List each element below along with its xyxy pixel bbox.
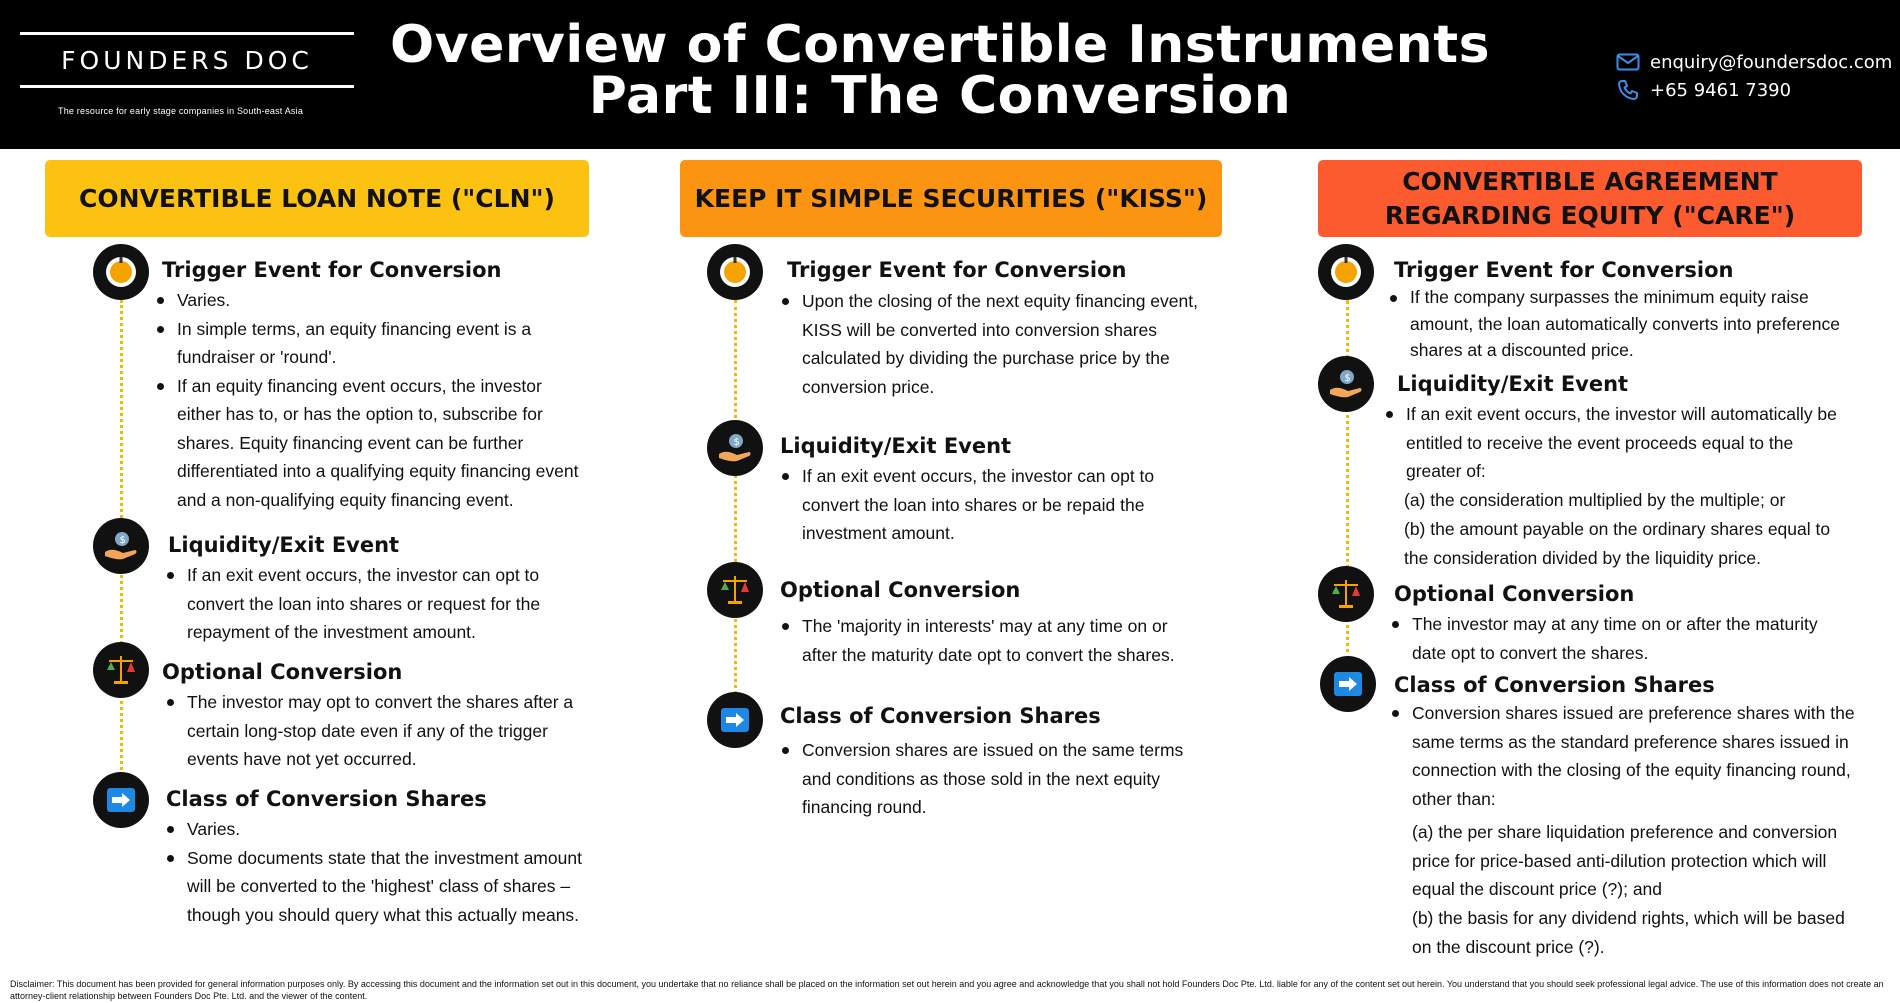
care-liquidity-option-b: (b) the amount payable on the ordinary shares equal to the consideration divided by the liquidity price.	[1404, 519, 1831, 568]
list-item: Some documents state that the investment amount will be converted to the 'highest' class of shares – though you should query what this actually means.	[165, 844, 585, 930]
list-item: The investor may at any time on or after the maturity date opt to convert the shares.	[1390, 610, 1844, 667]
phone-icon	[1616, 78, 1640, 102]
kiss-column	[680, 160, 1222, 237]
title-line-2: Part III: The Conversion	[588, 66, 1292, 126]
brand-name: FOUNDERS DOC	[61, 46, 313, 75]
cln-optional-list	[165, 688, 585, 774]
care-heading: CONVERTIBLE AGREEMENT REGARDING EQUITY ("CARE")	[1318, 160, 1862, 237]
sun-icon	[707, 244, 763, 300]
list-item: If the company surpasses the minimum equity raise amount, the loan automatically converts into preference shares at a discounted price.	[1388, 284, 1844, 364]
scales-icon	[707, 562, 763, 618]
cln-trigger-title: Trigger Event for Conversion	[162, 258, 502, 282]
contact-phone[interactable]: +65 9461 7390	[1650, 79, 1792, 101]
cln-trigger-list	[155, 286, 585, 514]
list-item: If an exit event occurs, the investor can opt to convert the loan into shares or request for the repayment of the investment amount.	[165, 561, 585, 647]
care-column	[1318, 160, 1862, 237]
scales-icon	[93, 642, 149, 698]
scales-icon	[1318, 566, 1374, 622]
money-hand-icon	[93, 518, 149, 574]
cln-class-list	[165, 815, 585, 929]
kiss-optional-list	[780, 612, 1200, 669]
arrow-right-icon	[707, 692, 763, 748]
kiss-class-list	[780, 736, 1200, 822]
care-trigger-title: Trigger Event for Conversion	[1394, 258, 1734, 282]
care-liquidity-option-a: (a) the consideration multiplied by the multiple; or	[1404, 490, 1786, 510]
kiss-trigger-title: Trigger Event for Conversion	[787, 258, 1127, 282]
cln-optional-title: Optional Conversion	[162, 660, 403, 684]
kiss-heading: KEEP IT SIMPLE SECURITIES ("KISS")	[680, 160, 1222, 237]
care-class-option-b: (b) the basis for any dividend rights, which will be based on the discount price (?).	[1412, 908, 1845, 957]
svg-text:$: $	[733, 437, 740, 448]
care-class-title: Class of Conversion Shares	[1394, 673, 1715, 697]
money-hand-icon	[707, 420, 763, 476]
contact-phone-row[interactable]	[1616, 76, 1892, 104]
list-item: In simple terms, an equity financing event is a fundraiser or 'round'.	[155, 315, 585, 372]
care-class-list	[1390, 699, 1860, 813]
care-trigger-list	[1388, 284, 1844, 364]
page-title	[380, 15, 1500, 126]
list-item: Upon the closing of the next equity financing event, KISS will be converted into conversion shares calculated by dividing the purchase price by the conversion price.	[780, 287, 1200, 401]
cln-column	[45, 160, 589, 237]
cln-heading: CONVERTIBLE LOAN NOTE ("CLN")	[45, 160, 589, 237]
contact-email-row[interactable]	[1616, 48, 1892, 76]
brand-bottom-rule	[20, 85, 354, 88]
contact-info	[1616, 48, 1892, 104]
list-item: Varies.	[165, 815, 585, 844]
header-bar	[0, 0, 1900, 149]
kiss-class-title: Class of Conversion Shares	[780, 704, 1101, 728]
list-item: The 'majority in interests' may at any time on or after the maturity date opt to convert the shares.	[780, 612, 1200, 669]
list-item: The investor may opt to convert the shares after a certain long-stop date even if any of the trigger events have not yet occurred.	[165, 688, 585, 774]
list-item: If an equity financing event occurs, the investor either has to, or has the option to, subscribe for shares. Equity financing event can be further differentiated into a qualifying equity financing event and a non-qualifying equity financing event.	[155, 372, 585, 515]
care-liquidity-list	[1384, 400, 1844, 486]
care-optional-title: Optional Conversion	[1394, 582, 1635, 606]
kiss-liquidity-title: Liquidity/Exit Event	[780, 434, 1012, 458]
kiss-timeline-line	[734, 300, 737, 700]
cln-liquidity-title: Liquidity/Exit Event	[168, 533, 400, 557]
list-item: Conversion shares are issued on the same terms and conditions as those sold in the next equity financing round.	[780, 736, 1200, 822]
cln-class-title: Class of Conversion Shares	[166, 787, 487, 811]
kiss-liquidity-list	[780, 462, 1200, 548]
sun-icon	[93, 244, 149, 300]
care-class-option-a: (a) the per share liquidation preference and conversion price for price-based anti-dilution protection which will equal the discount price (?); and	[1412, 822, 1838, 899]
kiss-optional-title: Optional Conversion	[780, 578, 1021, 602]
list-item: If an exit event occurs, the investor will automatically be entitled to receive the event proceeds equal to the greater of:	[1384, 400, 1844, 486]
list-item: Varies.	[155, 286, 585, 315]
brand-logo	[20, 32, 354, 116]
svg-text:$: $	[119, 535, 126, 546]
contact-email[interactable]: enquiry@foundersdoc.com	[1650, 51, 1893, 73]
svg-text:$: $	[1344, 373, 1351, 384]
brand-tagline: The resource for early stage companies in South-east Asia	[58, 106, 304, 116]
disclaimer: Disclaimer: This document has been provided for general information purposes only. By accessing this document and the information set out in this document, you undertake that no reliance shall be placed on the information set out herein and you agree and acknowledge that you shall not hold Founders Doc Pte. Ltd. liable for any of the content set out herein. You understand that you should seek professional legal advice. The use of this information does not create an attorney-client relationship between Founders Doc Pte. Ltd. and the viewer of the content.	[10, 979, 1884, 1001]
arrow-right-icon	[93, 772, 149, 828]
cln-liquidity-list	[165, 561, 585, 647]
arrow-right-icon	[1320, 656, 1376, 712]
list-item: Conversion shares issued are preference shares with the same terms as the standard preference shares issued in connection with the closing of the equity financing round, other than:	[1390, 699, 1860, 813]
sun-icon	[1318, 244, 1374, 300]
care-liquidity-title: Liquidity/Exit Event	[1397, 372, 1629, 396]
list-item: If an exit event occurs, the investor can opt to convert the loan into shares or be repaid the investment amount.	[780, 462, 1200, 548]
money-hand-icon	[1318, 356, 1374, 412]
envelope-icon	[1616, 53, 1640, 71]
title-line-1: Overview of Convertible Instruments	[389, 15, 1491, 75]
care-optional-list	[1390, 610, 1844, 667]
kiss-trigger-list	[780, 287, 1200, 401]
